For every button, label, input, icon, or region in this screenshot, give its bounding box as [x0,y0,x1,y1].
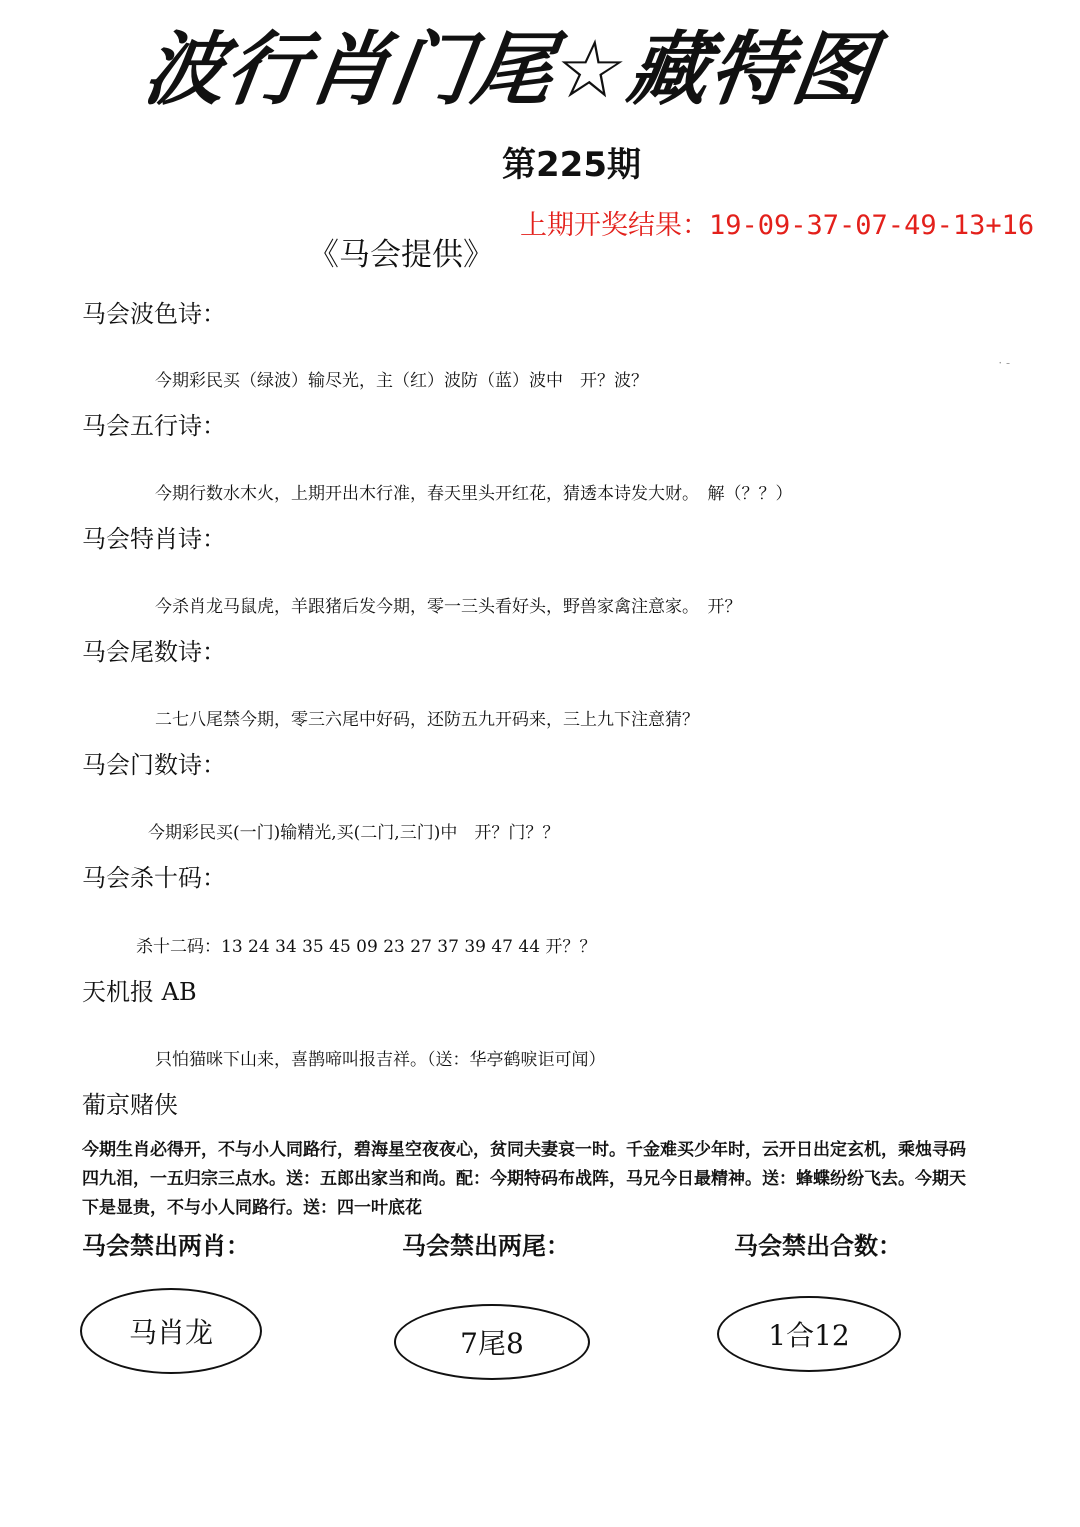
section-poem-gate-number: 今期彩民买(一门)输精光,买(二门,三门)中 开？门？？ [148,823,560,843]
ban-label-sum: 马会禁出合数： [734,1231,902,1260]
provider-label: 《马会提供》 [308,237,494,273]
section-heading-kill-numbers: 马会杀十码： [82,864,226,892]
section-poem-tail-number: 二七八尾禁今期，零三六尾中好码，还防五九开码来，三上九下注意猜？ [155,710,699,730]
section-poem-tianji: 只怕猫咪下山来，喜鹊啼叫报吉祥。（送：华亭鹤唳讵可闻） [155,1050,606,1070]
section-heading-special-zodiac: 马会特肖诗： [82,525,226,553]
ban-ellipse-zodiac [80,1288,262,1374]
section-heading-tianji: 天机报 AB [82,978,197,1006]
section-heading-five-elements: 马会五行诗： [82,412,226,440]
ban-value-tail: 7尾8 [460,1327,524,1360]
ban-ellipse-sum [717,1296,901,1372]
section-poem-kill-numbers: 杀十二码：13 24 34 35 45 09 23 27 37 39 47 44 开？？ [136,937,597,957]
section-heading-gate-number: 马会门数诗： [82,751,226,779]
ban-value-zodiac: 马肖龙 [128,1316,213,1349]
scan-specks: · - [998,356,1010,370]
last-result: 上期开奖结果：19-09-37-07-49-13+16 [520,210,1035,241]
ban-value-sum: 1合12 [768,1319,850,1352]
section-poem-wave-color: 今期彩民买（绿波）输尽光，主（红）波防（蓝）波中 开？波？ [155,371,648,391]
ban-ellipse-tail [394,1304,590,1380]
page-title: 波行肖门尾☆藏特图 [138,23,882,116]
issue-number: 第225期 [502,145,641,185]
ban-label-zodiac: 马会禁出两肖： [82,1231,250,1260]
puzzle-text: 今期生肖必得开，不与小人同路行，碧海星空夜夜心，贫同夫妻哀一时。千金难买少年时，云开日出定玄机，乘烛寻码四九泪，一五归宗三点水。送：五郎出家当和尚。配：今期特码布战阵，马兄今日最精神。送：蜂蝶纷纷飞去。今期天下是显贵，不与小人同路行。送：四一叶底花 [82,1140,966,1218]
puzzle-heading: 葡京赌侠 [82,1091,178,1119]
section-poem-five-elements: 今期行数水木火，上期开出木行准，春天里头开红花，猜透本诗发大财。 解（？？） [155,484,793,504]
section-heading-wave-color: 马会波色诗： [82,300,226,328]
section-heading-tail-number: 马会尾数诗： [82,638,226,666]
ban-label-tail: 马会禁出两尾： [402,1231,570,1260]
section-poem-special-zodiac: 今杀肖龙马鼠虎，羊跟猪后发今期，零一三头看好头，野兽家禽注意家。 开？ [155,597,742,617]
